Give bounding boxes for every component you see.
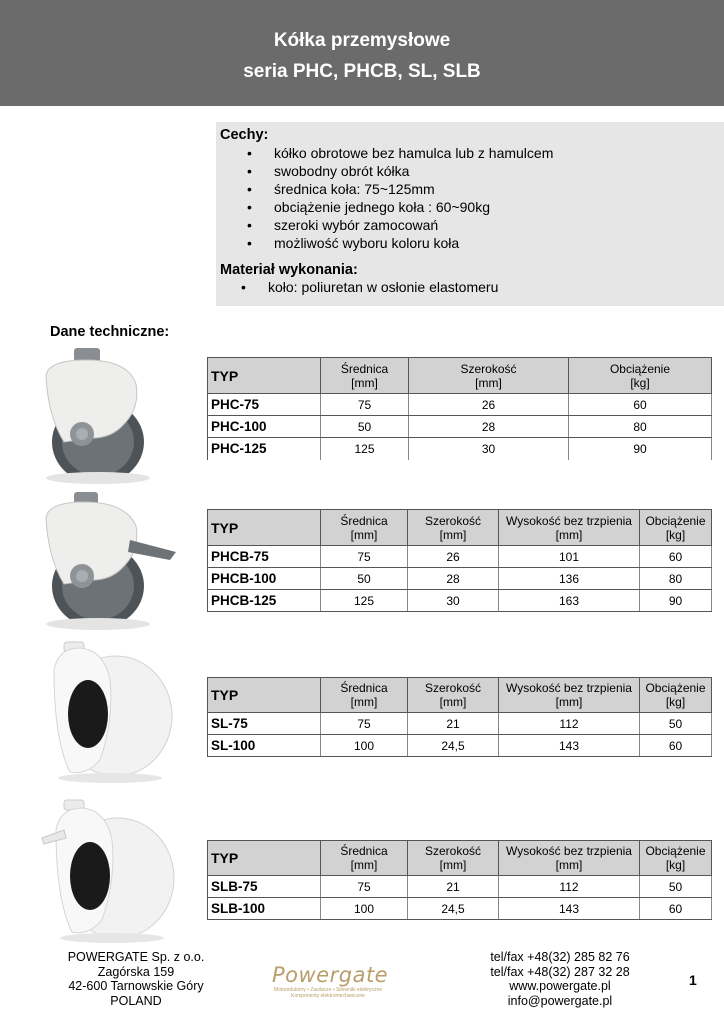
cell-type: PHC-100	[208, 416, 321, 438]
email-link[interactable]: info@powergate.pl	[507, 993, 613, 1008]
cell: 100	[321, 898, 408, 920]
col-header-height: Wysokość bez trzpienia [mm]	[499, 678, 640, 713]
col-header-width: Szerokość [mm]	[408, 678, 499, 713]
cell-type: SL-75	[208, 713, 321, 735]
feature-item: • szeroki wybór zamocowań	[247, 216, 724, 234]
col-header-diameter: Średnica [mm]	[321, 678, 408, 713]
address-country: POLAND	[110, 993, 162, 1008]
col-header-height: Wysokość bez trzpienia [mm]	[499, 841, 640, 876]
feature-item: • obciążenie jednego koła : 60~90kg	[247, 198, 724, 216]
col-header-diameter: Średnica [mm]	[321, 510, 408, 546]
cell: 90	[640, 590, 712, 612]
table-row	[208, 590, 712, 612]
cell: 80	[640, 568, 712, 590]
phone-1: tel/fax +48(32) 285 82 76	[490, 950, 630, 964]
material-heading: Materiał wykonania:	[220, 262, 358, 278]
table-row	[208, 416, 712, 438]
cell: 28	[408, 568, 499, 590]
table-row	[208, 713, 712, 735]
cell: 112	[499, 713, 640, 735]
table-row	[208, 438, 712, 460]
logo-tagline-2: Komponenty elektromechaniczne	[291, 993, 365, 999]
col-header-diameter: Średnica [mm]	[321, 841, 408, 876]
feature-item: • średnica koła: 75~125mm	[247, 180, 724, 198]
cell: 125	[321, 438, 409, 460]
cell-type: PHCB-125	[208, 590, 321, 612]
table-header-row	[208, 510, 712, 546]
col-header-width: Szerokość [mm]	[408, 510, 499, 546]
cell: 75	[321, 546, 408, 568]
col-header-width: Szerokość [mm]	[409, 358, 569, 394]
cell: 30	[408, 590, 499, 612]
page-number: 1	[689, 972, 697, 988]
table-row	[208, 394, 712, 416]
features-box	[216, 122, 724, 306]
cell: 125	[321, 590, 408, 612]
cell-type: PHCB-100	[208, 568, 321, 590]
col-header-width: Szerokość [mm]	[408, 841, 499, 876]
cell: 100	[321, 735, 408, 757]
cell: 60	[640, 735, 712, 757]
cell: 30	[409, 438, 569, 460]
cell: 26	[408, 546, 499, 568]
cell: 28	[409, 416, 569, 438]
cell-type: SLB-100	[208, 898, 321, 920]
address-city: 42-600 Tarnowskie Góry	[68, 979, 204, 993]
table-row	[208, 546, 712, 568]
cell-type: PHC-75	[208, 394, 321, 416]
table-row	[208, 735, 712, 757]
col-header-load: Obciążenie [kg]	[640, 510, 712, 546]
col-header-type: TYP	[208, 841, 321, 876]
table-row	[208, 568, 712, 590]
col-header-load: Obciążenie [kg]	[569, 358, 712, 394]
cell-type: SL-100	[208, 735, 321, 757]
sl-caster-image	[40, 640, 180, 784]
cell-type: PHC-125	[208, 438, 321, 460]
powergate-logo	[272, 963, 389, 1003]
cell: 112	[499, 876, 640, 898]
logo-text: Powergate	[272, 963, 389, 987]
cell: 26	[409, 394, 569, 416]
cell: 143	[499, 898, 640, 920]
slb-spec-table	[207, 840, 712, 920]
features-heading: Cechy:	[220, 127, 269, 143]
cell: 50	[640, 713, 712, 735]
cell: 90	[569, 438, 712, 460]
cell: 101	[499, 546, 640, 568]
page-title: Kółka przemysłowe	[273, 30, 451, 51]
cell: 60	[640, 898, 712, 920]
col-header-load: Obciążenie [kg]	[640, 841, 712, 876]
phone-2: tel/fax +48(32) 287 32 28	[490, 964, 630, 979]
cell: 60	[640, 546, 712, 568]
col-header-type: TYP	[208, 678, 321, 713]
page-header	[0, 0, 724, 106]
phc-caster-image	[28, 346, 158, 486]
table-row	[208, 898, 712, 920]
table-row	[208, 876, 712, 898]
cell-type: PHCB-75	[208, 546, 321, 568]
cell: 24,5	[408, 898, 499, 920]
col-header-diameter: Średnica [mm]	[321, 358, 409, 394]
cell: 24,5	[408, 735, 499, 757]
contact-info	[470, 950, 650, 1008]
cell: 50	[640, 876, 712, 898]
cell-type: SLB-75	[208, 876, 321, 898]
logo-tagline: Motoreduktory • Zasilacze • Silowniki elektryczne	[273, 987, 383, 993]
cell: 75	[321, 876, 408, 898]
sl-spec-table	[207, 677, 712, 757]
feature-item: • możliwość wyboru koloru koła	[247, 234, 724, 252]
feature-item: • kółko obrotowe bez hamulca lub z hamulcem	[247, 144, 724, 162]
address-street: Zagórska 159	[97, 964, 175, 979]
features-list	[247, 144, 724, 252]
phcb-spec-table	[207, 509, 712, 612]
cell: 163	[499, 590, 640, 612]
cell: 21	[408, 713, 499, 735]
cell: 60	[569, 394, 712, 416]
col-header-load: Obciążenie [kg]	[640, 678, 712, 713]
cell: 80	[569, 416, 712, 438]
cell: 75	[321, 394, 409, 416]
company-name: POWERGATE Sp. z o.o.	[67, 950, 205, 964]
cell: 136	[499, 568, 640, 590]
cell: 21	[408, 876, 499, 898]
material-list	[241, 278, 724, 296]
col-header-type: TYP	[208, 510, 321, 546]
col-header-type: TYP	[208, 358, 321, 394]
company-address	[48, 950, 224, 1008]
slb-caster-image	[40, 798, 180, 944]
cell: 50	[321, 416, 409, 438]
table-header-row	[208, 358, 712, 394]
page-subtitle: seria PHC, PHCB, SL, SLB	[243, 61, 481, 82]
cell: 143	[499, 735, 640, 757]
material-item: • koło: poliuretan w osłonie elastomeru	[241, 278, 724, 296]
phcb-caster-image	[34, 490, 180, 632]
col-header-height: Wysokość bez trzpienia [mm]	[499, 510, 640, 546]
tech-data-heading: Dane techniczne:	[50, 324, 170, 340]
cell: 50	[321, 568, 408, 590]
feature-item: • swobodny obrót kółka	[247, 162, 724, 180]
table-header-row	[208, 841, 712, 876]
website-link[interactable]: www.powergate.pl	[509, 979, 611, 993]
phc-spec-table	[207, 357, 712, 460]
cell: 75	[321, 713, 408, 735]
table-header-row	[208, 678, 712, 713]
